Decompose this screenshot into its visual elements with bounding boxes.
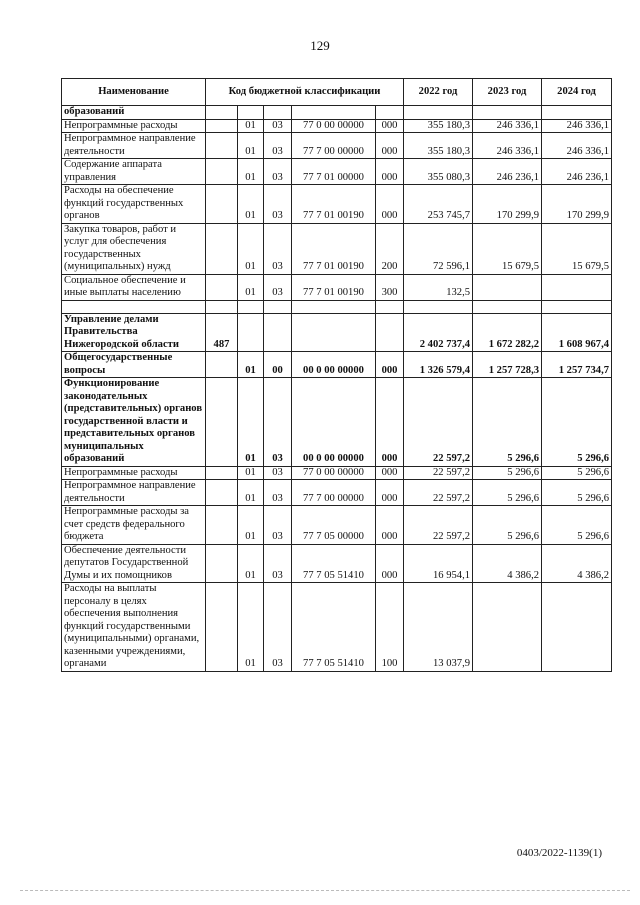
- row-value-2024: 1 257 734,7: [542, 352, 612, 378]
- header-2022: 2022 год: [404, 79, 473, 106]
- row-value-2024: 5 296,6: [542, 480, 612, 506]
- row-section: 01: [238, 185, 264, 224]
- row-subsection: 03: [264, 506, 292, 545]
- row-ved: [206, 466, 238, 480]
- row-value-2022: 132,5: [404, 274, 473, 300]
- spacer-cell: [206, 300, 238, 313]
- table-row: [62, 119, 612, 133]
- row-section: 01: [238, 583, 264, 672]
- row-value-2023: [473, 106, 542, 120]
- table-header-row: [62, 79, 612, 106]
- row-subsection: 03: [264, 466, 292, 480]
- row-section: 01: [238, 119, 264, 133]
- row-value-2023: [473, 274, 542, 300]
- row-target-article: 77 7 01 00190: [292, 223, 376, 274]
- row-name: Общегосударственные вопросы: [62, 352, 206, 378]
- budget-table: [61, 78, 612, 672]
- row-value-2024: 1 608 967,4: [542, 313, 612, 352]
- table-row: [62, 480, 612, 506]
- row-value-2022: 253 745,7: [404, 185, 473, 224]
- row-section: 01: [238, 506, 264, 545]
- row-value-2022: 22 597,2: [404, 378, 473, 467]
- row-value-2023: 246 236,1: [473, 159, 542, 185]
- row-expense-type: 000: [376, 466, 404, 480]
- row-value-2024: 170 299,9: [542, 185, 612, 224]
- row-ved: [206, 133, 238, 159]
- row-value-2022: 22 597,2: [404, 466, 473, 480]
- row-value-2023: 5 296,6: [473, 480, 542, 506]
- row-name: Непрограммное направление деятельности: [62, 133, 206, 159]
- row-value-2023: [473, 583, 542, 672]
- table-row: [62, 506, 612, 545]
- row-section: 01: [238, 223, 264, 274]
- row-target-article: 77 0 00 00000: [292, 119, 376, 133]
- row-subsection: 03: [264, 274, 292, 300]
- table-row: [62, 313, 612, 352]
- row-ved: [206, 159, 238, 185]
- page-number: 129: [310, 38, 330, 53]
- spacer-cell: [542, 300, 612, 313]
- row-expense-type: 000: [376, 544, 404, 583]
- row-target-article: 77 7 01 00190: [292, 274, 376, 300]
- row-ved: [206, 352, 238, 378]
- row-ved: [206, 274, 238, 300]
- row-target-article: 77 0 00 00000: [292, 466, 376, 480]
- row-subsection: 03: [264, 583, 292, 672]
- document-code: 0403/2022-1139(1): [516, 847, 602, 859]
- bottom-divider: [20, 890, 630, 891]
- row-expense-type: 000: [376, 378, 404, 467]
- row-name: Социальное обеспечение и иные выплаты населению: [62, 274, 206, 300]
- row-target-article: 00 0 00 00000: [292, 352, 376, 378]
- spacer-cell: [62, 300, 206, 313]
- row-name: образований: [62, 106, 206, 120]
- row-value-2024: 5 296,6: [542, 378, 612, 467]
- row-subsection: 03: [264, 223, 292, 274]
- row-target-article: [292, 313, 376, 352]
- row-name: Расходы на выплаты персоналу в целях обеспечения выполнения функций государственными (муниципальными) органами, казенными учреждениями, органами: [62, 583, 206, 672]
- row-name: Непрограммное направление деятельности: [62, 480, 206, 506]
- spacer-cell: [404, 300, 473, 313]
- row-expense-type: [376, 106, 404, 120]
- row-value-2023: 1 257 728,3: [473, 352, 542, 378]
- spacer-cell: [264, 300, 292, 313]
- row-value-2023: 5 296,6: [473, 466, 542, 480]
- row-ved: [206, 544, 238, 583]
- row-name: Содержание аппарата управления: [62, 159, 206, 185]
- row-expense-type: 000: [376, 133, 404, 159]
- row-subsection: 03: [264, 480, 292, 506]
- row-ved: [206, 583, 238, 672]
- row-expense-type: 000: [376, 352, 404, 378]
- row-value-2024: 4 386,2: [542, 544, 612, 583]
- row-section: 01: [238, 274, 264, 300]
- header-code: Код бюджетной классификации: [206, 79, 404, 106]
- row-value-2022: 355 180,3: [404, 119, 473, 133]
- row-section: 01: [238, 544, 264, 583]
- row-section: 01: [238, 159, 264, 185]
- row-target-article: 77 7 01 00190: [292, 185, 376, 224]
- table-spacer-row: [62, 300, 612, 313]
- header-2023: 2023 год: [473, 79, 542, 106]
- row-ved: [206, 119, 238, 133]
- row-target-article: 77 7 00 00000: [292, 480, 376, 506]
- table-row: [62, 106, 612, 120]
- row-value-2023: 5 296,6: [473, 506, 542, 545]
- row-section: 01: [238, 466, 264, 480]
- table-row: [62, 274, 612, 300]
- row-value-2022: [404, 106, 473, 120]
- row-ved: [206, 378, 238, 467]
- row-expense-type: 000: [376, 119, 404, 133]
- row-expense-type: 000: [376, 506, 404, 545]
- row-ved: [206, 185, 238, 224]
- spacer-cell: [292, 300, 376, 313]
- row-value-2022: 22 597,2: [404, 480, 473, 506]
- row-value-2022: 355 080,3: [404, 159, 473, 185]
- row-expense-type: 100: [376, 583, 404, 672]
- row-ved: 487: [206, 313, 238, 352]
- header-name: Наименование: [62, 79, 206, 106]
- row-section: 01: [238, 352, 264, 378]
- row-name: Функционирование законодательных (представительных) органов государственной власти и представительных органов муниципальных образований: [62, 378, 206, 467]
- table-row: [62, 352, 612, 378]
- row-expense-type: 000: [376, 185, 404, 224]
- row-value-2024: 246 336,1: [542, 119, 612, 133]
- row-target-article: 77 7 05 51410: [292, 544, 376, 583]
- row-ved: [206, 506, 238, 545]
- row-section: [238, 106, 264, 120]
- row-target-article: [292, 106, 376, 120]
- row-expense-type: 000: [376, 480, 404, 506]
- row-value-2023: 246 336,1: [473, 119, 542, 133]
- table-row: [62, 466, 612, 480]
- row-value-2023: 170 299,9: [473, 185, 542, 224]
- row-subsection: 03: [264, 133, 292, 159]
- row-ved: [206, 106, 238, 120]
- row-name: Непрограммные расходы: [62, 119, 206, 133]
- row-subsection: 03: [264, 119, 292, 133]
- row-subsection: [264, 106, 292, 120]
- row-expense-type: 200: [376, 223, 404, 274]
- row-value-2022: 72 596,1: [404, 223, 473, 274]
- row-name: Обеспечение деятельности депутатов Государственной Думы и их помощников: [62, 544, 206, 583]
- row-value-2024: 246 336,1: [542, 133, 612, 159]
- table-row: [62, 544, 612, 583]
- row-expense-type: 000: [376, 159, 404, 185]
- row-value-2022: 355 180,3: [404, 133, 473, 159]
- row-section: 01: [238, 133, 264, 159]
- row-target-article: 77 7 00 00000: [292, 133, 376, 159]
- row-value-2023: 5 296,6: [473, 378, 542, 467]
- row-ved: [206, 480, 238, 506]
- row-value-2022: 13 037,9: [404, 583, 473, 672]
- table-body: [62, 106, 612, 672]
- row-subsection: 03: [264, 544, 292, 583]
- row-expense-type: 300: [376, 274, 404, 300]
- row-value-2023: 1 672 282,2: [473, 313, 542, 352]
- row-value-2022: 16 954,1: [404, 544, 473, 583]
- table-row: [62, 133, 612, 159]
- row-value-2024: 5 296,6: [542, 466, 612, 480]
- row-section: 01: [238, 480, 264, 506]
- row-subsection: 00: [264, 352, 292, 378]
- spacer-cell: [473, 300, 542, 313]
- row-target-article: 77 7 01 00000: [292, 159, 376, 185]
- header-2024: 2024 год: [542, 79, 612, 106]
- row-subsection: 03: [264, 185, 292, 224]
- table-row: [62, 378, 612, 467]
- row-subsection: 03: [264, 159, 292, 185]
- row-value-2024: [542, 106, 612, 120]
- row-section: [238, 313, 264, 352]
- table-row: [62, 223, 612, 274]
- table-row: [62, 159, 612, 185]
- table-row: [62, 583, 612, 672]
- row-target-article: 77 7 05 51410: [292, 583, 376, 672]
- row-value-2023: 4 386,2: [473, 544, 542, 583]
- row-name: Непрограммные расходы за счет средств федерального бюджета: [62, 506, 206, 545]
- row-target-article: 00 0 00 00000: [292, 378, 376, 467]
- row-name: Непрограммные расходы: [62, 466, 206, 480]
- row-value-2022: 2 402 737,4: [404, 313, 473, 352]
- row-value-2024: [542, 274, 612, 300]
- row-name: Управление делами Правительства Нижегородской области: [62, 313, 206, 352]
- row-ved: [206, 223, 238, 274]
- row-value-2023: 15 679,5: [473, 223, 542, 274]
- row-value-2024: 246 236,1: [542, 159, 612, 185]
- row-value-2022: 1 326 579,4: [404, 352, 473, 378]
- row-expense-type: [376, 313, 404, 352]
- row-value-2024: 15 679,5: [542, 223, 612, 274]
- spacer-cell: [238, 300, 264, 313]
- row-subsection: [264, 313, 292, 352]
- row-value-2022: 22 597,2: [404, 506, 473, 545]
- row-name: Расходы на обеспечение функций государственных органов: [62, 185, 206, 224]
- row-value-2023: 246 336,1: [473, 133, 542, 159]
- row-subsection: 03: [264, 378, 292, 467]
- row-section: 01: [238, 378, 264, 467]
- row-value-2024: [542, 583, 612, 672]
- row-value-2024: 5 296,6: [542, 506, 612, 545]
- row-name: Закупка товаров, работ и услуг для обеспечения государственных (муниципальных) нужд: [62, 223, 206, 274]
- table-row: [62, 185, 612, 224]
- spacer-cell: [376, 300, 404, 313]
- row-target-article: 77 7 05 00000: [292, 506, 376, 545]
